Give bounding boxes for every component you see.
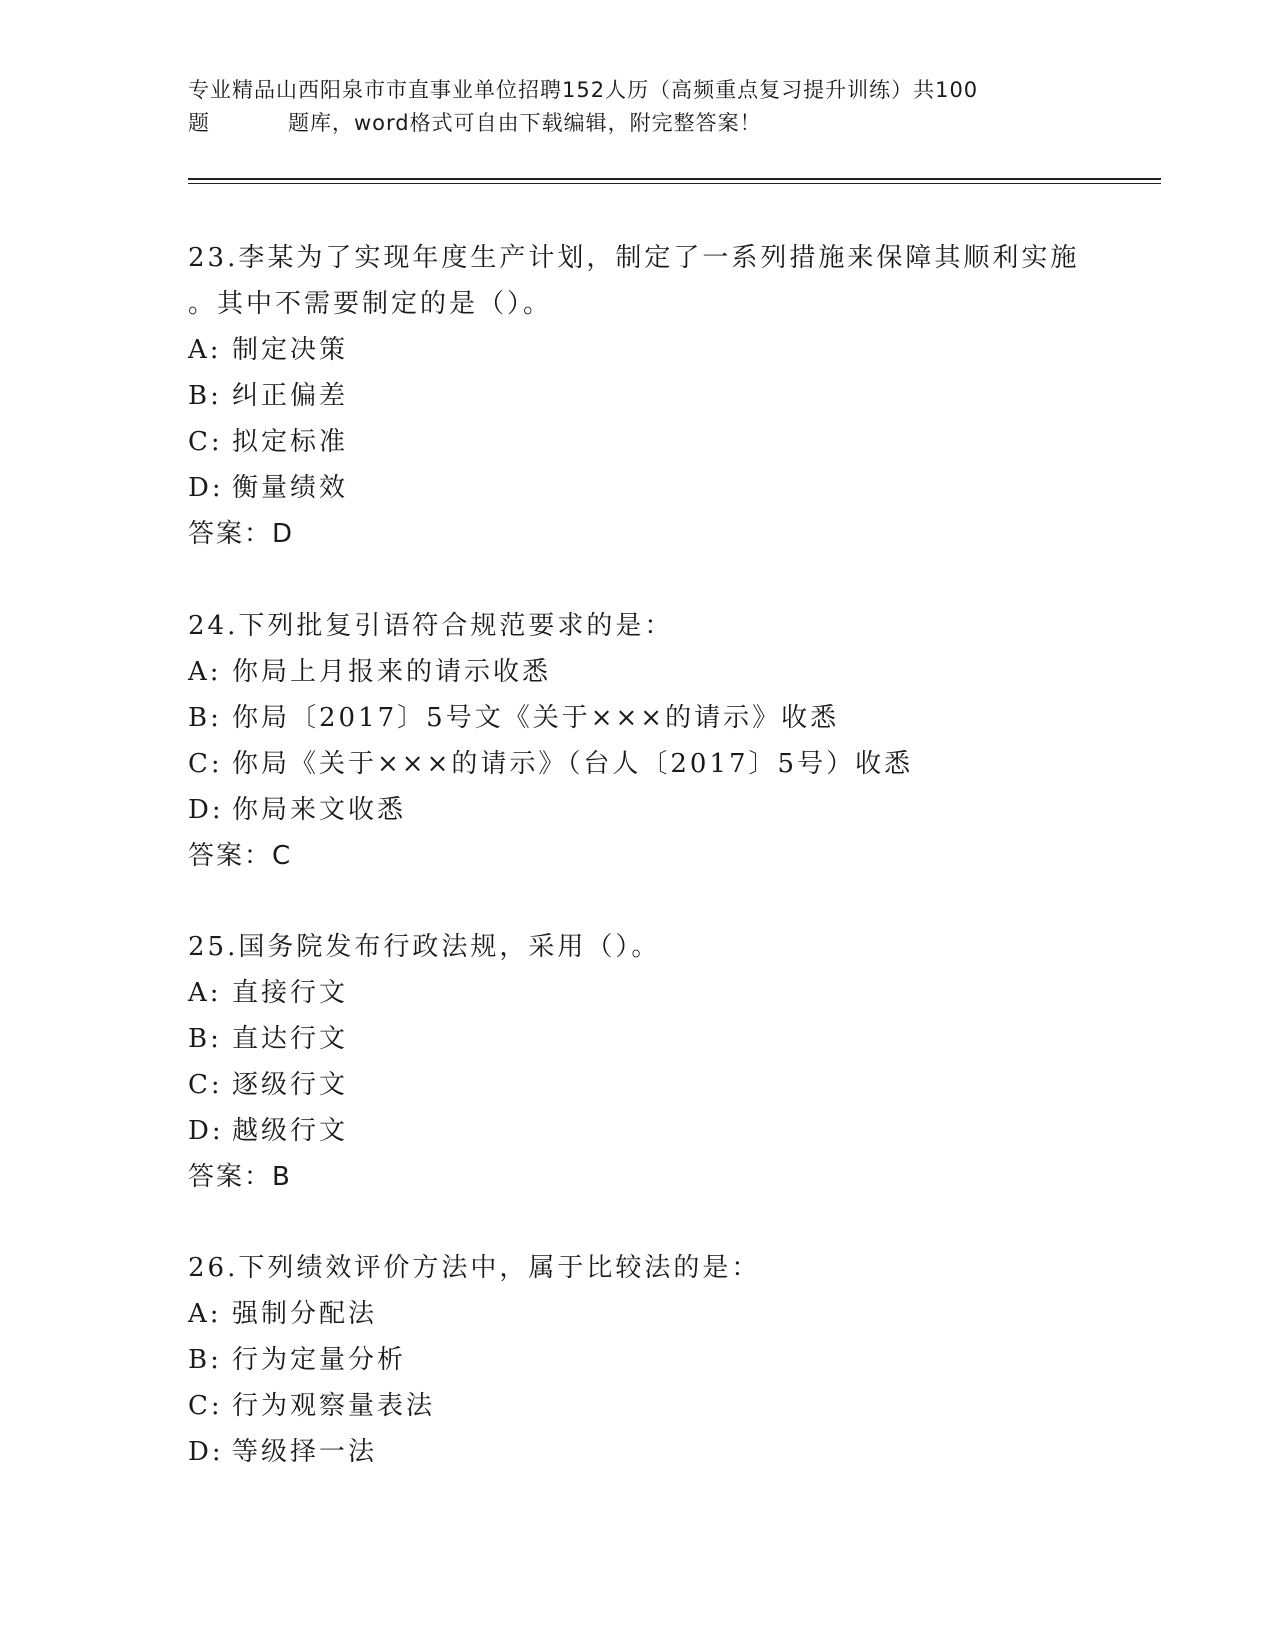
option-text: 你局来文收悉	[232, 795, 407, 825]
option-c	[188, 419, 1088, 465]
header-title-line2	[188, 107, 1088, 140]
option-a	[188, 1291, 1088, 1337]
answer: 答案：C	[188, 841, 293, 871]
question-24	[188, 603, 1088, 879]
option-d	[188, 1108, 1088, 1154]
option-key: C:	[188, 1391, 223, 1421]
option-key: D:	[188, 1437, 224, 1467]
option-key: A:	[188, 335, 222, 365]
option-key: B:	[188, 1024, 222, 1054]
option-a	[188, 970, 1088, 1016]
header-title-line2-lead: 题	[188, 111, 210, 135]
option-text: 纠正偏差	[232, 381, 349, 411]
option-text: 直达行文	[232, 1024, 349, 1054]
option-key: C:	[188, 749, 223, 779]
option-key: B:	[188, 381, 222, 411]
option-key: C:	[188, 427, 223, 457]
question-stem: 25.国务院发布行政法规，采用（）。	[188, 932, 661, 962]
header-divider-thick	[188, 178, 1161, 180]
option-text: 拟定标准	[232, 427, 349, 457]
option-key: D:	[188, 795, 224, 825]
option-a	[188, 649, 1088, 695]
option-text: 你局上月报来的请示收悉	[232, 657, 552, 687]
option-d	[188, 465, 1088, 511]
option-text: 行为观察量表法	[232, 1391, 436, 1421]
option-text: 等级择一法	[232, 1437, 378, 1467]
option-text: 越级行文	[232, 1116, 349, 1146]
option-d	[188, 787, 1088, 833]
option-b	[188, 695, 1088, 741]
question-25	[188, 924, 1088, 1200]
option-key: D:	[188, 473, 224, 503]
document-header	[188, 74, 1088, 140]
option-a	[188, 327, 1088, 373]
option-key: B:	[188, 1345, 222, 1375]
option-key: A:	[188, 1299, 222, 1329]
option-text: 行为定量分析	[232, 1345, 407, 1375]
option-b	[188, 373, 1088, 419]
option-key: B:	[188, 703, 222, 733]
option-key: A:	[188, 978, 222, 1008]
option-text: 衡量绩效	[232, 473, 349, 503]
answer: 答案：D	[188, 519, 295, 549]
option-c	[188, 741, 1088, 787]
option-text: 你局〔2017〕5号文《关于×××的请示》收悉	[232, 703, 840, 733]
option-key: D:	[188, 1116, 224, 1146]
question-23	[188, 235, 1088, 557]
option-text: 强制分配法	[232, 1299, 378, 1329]
header-divider-thin	[188, 183, 1161, 184]
option-b	[188, 1016, 1088, 1062]
option-c	[188, 1062, 1088, 1108]
option-text: 制定决策	[232, 335, 349, 365]
answer: 答案：B	[188, 1162, 292, 1192]
option-text: 直接行文	[232, 978, 349, 1008]
question-stem: 24.下列批复引语符合规范要求的是：	[188, 611, 674, 641]
option-text: 逐级行文	[232, 1070, 349, 1100]
question-stem: 23.李某为了实现年度生产计划，制定了一系列措施来保障其顺利实施	[188, 243, 1080, 273]
option-d	[188, 1429, 1088, 1475]
question-26	[188, 1245, 1088, 1475]
question-stem: 26.下列绩效评价方法中，属于比较法的是：	[188, 1253, 761, 1283]
option-c	[188, 1383, 1088, 1429]
option-key: A:	[188, 657, 222, 687]
option-b	[188, 1337, 1088, 1383]
header-title-line2-rest: 题库，word格式可自由下载编辑，附完整答案！	[288, 111, 762, 135]
option-key: C:	[188, 1070, 223, 1100]
option-text: 你局《关于×××的请示》（台人〔2017〕5号）收悉	[232, 749, 914, 779]
question-stem-continued: 。其中不需要制定的是（）。	[188, 289, 553, 319]
header-title-line1: 专业精品山西阳泉市市直事业单位招聘152人历（高频重点复习提升训练）共100	[188, 78, 979, 102]
